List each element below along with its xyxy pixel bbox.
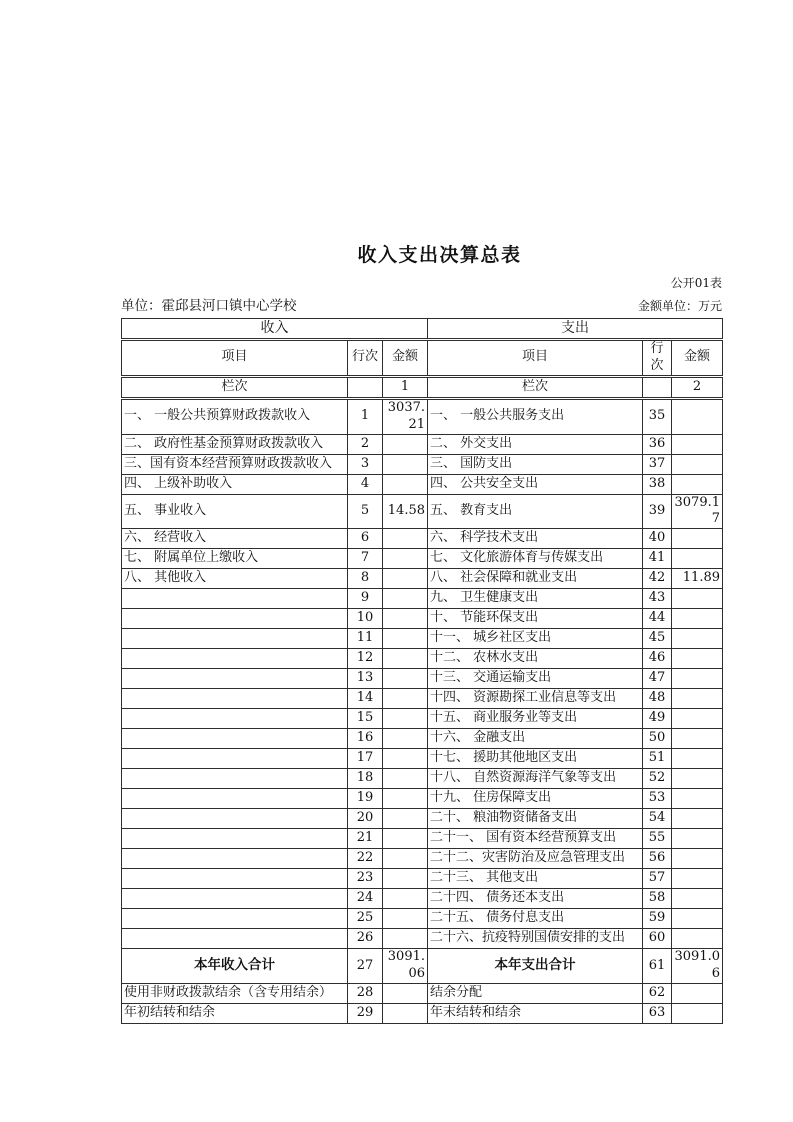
expense-amount-cell — [672, 669, 723, 689]
income-item-cell: 四、 上级补助收入 — [122, 474, 348, 494]
income-line-cell: 8 — [348, 569, 383, 589]
expense-item-cell: 十七、 援助其他地区支出 — [428, 749, 643, 769]
expense-item-col-header: 项目 — [428, 340, 643, 377]
expense-item-cell: 二十一、 国有资本经营预算支出 — [428, 829, 643, 849]
expense-line-cell: 45 — [643, 629, 672, 649]
income-line-cell: 10 — [348, 609, 383, 629]
income-line-cell: 19 — [348, 789, 383, 809]
table-row — [122, 829, 723, 849]
income-amount-cell — [383, 984, 428, 1004]
income-item-cell: 使用非财政拨款结余（含专用结余） — [122, 984, 348, 1004]
income-line-cell: 27 — [348, 949, 383, 984]
expense-item-cell: 二十、 粮油物资储备支出 — [428, 809, 643, 829]
expense-line-cell: 46 — [643, 649, 672, 669]
table-row — [122, 398, 723, 434]
expense-line-cell: 38 — [643, 474, 672, 494]
expense-item-cell: 十一、 城乡社区支出 — [428, 629, 643, 649]
expense-line-cell: 39 — [643, 494, 672, 529]
expense-item-cell: 二、 外交支出 — [428, 434, 643, 454]
meta-line — [121, 294, 722, 314]
expense-item-cell: 结余分配 — [428, 984, 643, 1004]
table-row — [122, 494, 723, 529]
income-item-cell — [122, 909, 348, 929]
income-item-cell — [122, 889, 348, 909]
table-row — [122, 729, 723, 749]
income-item-cell: 一、 一般公共预算财政拨款收入 — [122, 398, 348, 434]
expense-item-cell: 二十六、抗疫特别国债安排的支出 — [428, 929, 643, 949]
expense-lanci-line-cell — [643, 376, 672, 398]
income-line-cell: 25 — [348, 909, 383, 929]
income-line-cell: 22 — [348, 849, 383, 869]
income-item-cell — [122, 929, 348, 949]
table-row — [122, 529, 723, 549]
income-line-cell: 20 — [348, 809, 383, 829]
income-line-cell: 15 — [348, 709, 383, 729]
table-row — [122, 869, 723, 889]
unit-name-label: 单位：霍邱县河口镇中心学校 — [121, 298, 297, 314]
income-line-cell: 17 — [348, 749, 383, 769]
expense-amount-cell — [672, 529, 723, 549]
expense-amount-cell — [672, 809, 723, 829]
expense-item-cell: 二十五、 债务付息支出 — [428, 909, 643, 929]
income-item-col-header: 项目 — [122, 340, 348, 377]
income-lanci-label: 栏次 — [122, 376, 348, 398]
income-amount-cell — [383, 549, 428, 569]
expense-line-cell: 60 — [643, 929, 672, 949]
expense-item-cell: 二十二、灾害防治及应急管理支出 — [428, 849, 643, 869]
expense-line-cell: 40 — [643, 529, 672, 549]
expense-item-cell: 五、 教育支出 — [428, 494, 643, 529]
expense-amount-cell: 3079.17 — [672, 494, 723, 529]
expense-line-cell: 52 — [643, 769, 672, 789]
total-row — [122, 949, 723, 984]
income-item-cell: 二、 政府性基金预算财政拨款收入 — [122, 434, 348, 454]
expense-amount-cell — [672, 709, 723, 729]
expense-amount-cell — [672, 749, 723, 769]
column-header-row — [122, 340, 723, 377]
income-line-cell: 29 — [348, 1004, 383, 1024]
income-item-cell — [122, 769, 348, 789]
expense-line-cell: 55 — [643, 829, 672, 849]
table-row — [122, 1004, 723, 1024]
income-amount-cell — [383, 474, 428, 494]
expense-line-cell: 36 — [643, 434, 672, 454]
income-item-cell — [122, 689, 348, 709]
income-item-cell — [122, 789, 348, 809]
income-amount-cell — [383, 829, 428, 849]
table-row — [122, 929, 723, 949]
income-line-cell: 11 — [348, 629, 383, 649]
income-lanci-line-cell — [348, 376, 383, 398]
table-row — [122, 609, 723, 629]
expense-item-cell: 十、 节能环保支出 — [428, 609, 643, 629]
income-amount-cell — [383, 689, 428, 709]
income-amount-cell — [383, 849, 428, 869]
income-line-cell: 1 — [348, 398, 383, 434]
expense-line-cell: 50 — [643, 729, 672, 749]
income-item-cell — [122, 709, 348, 729]
income-amount-cell — [383, 529, 428, 549]
income-item-cell — [122, 649, 348, 669]
income-item-cell: 三、国有资本经营预算财政拨款收入 — [122, 454, 348, 474]
expense-amount-cell — [672, 849, 723, 869]
expense-item-cell: 年末结转和结余 — [428, 1004, 643, 1024]
expense-item-cell: 十五、 商业服务业等支出 — [428, 709, 643, 729]
document-content — [121, 240, 722, 1024]
income-line-cell: 5 — [348, 494, 383, 529]
income-line-cell: 16 — [348, 729, 383, 749]
income-line-cell: 9 — [348, 589, 383, 609]
expense-line-cell: 43 — [643, 589, 672, 609]
income-line-cell: 18 — [348, 769, 383, 789]
expense-line-cell: 44 — [643, 609, 672, 629]
income-item-cell — [122, 849, 348, 869]
expense-amount-col-header: 金额 — [672, 340, 723, 377]
income-amount-cell — [383, 729, 428, 749]
expense-line-cell: 62 — [643, 984, 672, 1004]
expense-item-cell: 十六、 金融支出 — [428, 729, 643, 749]
amount-unit-label: 金额单位：万元 — [637, 299, 722, 313]
expense-line-cell: 37 — [643, 454, 672, 474]
expense-line-cell: 42 — [643, 569, 672, 589]
expense-amount-cell — [672, 398, 723, 434]
expense-amount-cell — [672, 829, 723, 849]
expense-amount-cell — [672, 869, 723, 889]
table-row — [122, 769, 723, 789]
expense-line-col-header: 行次 — [643, 340, 672, 377]
expense-amount-cell — [672, 1004, 723, 1024]
table-row — [122, 549, 723, 569]
table-row — [122, 984, 723, 1004]
expense-line-cell: 58 — [643, 889, 672, 909]
income-item-cell — [122, 749, 348, 769]
expense-item-cell: 十四、 资源勘探工业信息等支出 — [428, 689, 643, 709]
income-line-cell: 4 — [348, 474, 383, 494]
income-amount-cell — [383, 589, 428, 609]
expense-amount-cell — [672, 549, 723, 569]
income-amount-cell — [383, 789, 428, 809]
expense-item-cell: 三、 国防支出 — [428, 454, 643, 474]
income-amount-cell — [383, 454, 428, 474]
income-item-cell: 八、 其他收入 — [122, 569, 348, 589]
expense-amount-cell — [672, 434, 723, 454]
income-amount-cell: 3091.06 — [383, 949, 428, 984]
expense-line-cell: 63 — [643, 1004, 672, 1024]
income-item-cell: 年初结转和结余 — [122, 1004, 348, 1024]
expense-amount-cell — [672, 789, 723, 809]
table-row — [122, 889, 723, 909]
income-line-cell: 2 — [348, 434, 383, 454]
expense-lanci-number: 2 — [672, 376, 723, 398]
expense-amount-cell — [672, 889, 723, 909]
expense-line-cell: 48 — [643, 689, 672, 709]
income-amount-cell: 3037.21 — [383, 398, 428, 434]
income-line-col-header: 行次 — [348, 340, 383, 377]
expense-amount-cell — [672, 929, 723, 949]
table-row — [122, 629, 723, 649]
income-amount-cell — [383, 434, 428, 454]
income-amount-cell — [383, 669, 428, 689]
income-amount-col-header: 金额 — [383, 340, 428, 377]
expense-line-cell: 53 — [643, 789, 672, 809]
table-row — [122, 909, 723, 929]
income-section-header: 收入 — [122, 319, 428, 340]
expense-line-cell: 47 — [643, 669, 672, 689]
expense-item-cell: 九、 卫生健康支出 — [428, 589, 643, 609]
income-amount-cell — [383, 889, 428, 909]
expense-line-cell: 59 — [643, 909, 672, 929]
expense-item-cell: 四、 公共安全支出 — [428, 474, 643, 494]
expense-line-cell: 35 — [643, 398, 672, 434]
income-amount-cell — [383, 1004, 428, 1024]
expense-item-cell: 一、 一般公共服务支出 — [428, 398, 643, 434]
expense-item-cell: 十三、 交通运输支出 — [428, 669, 643, 689]
expense-amount-cell — [672, 589, 723, 609]
expense-amount-cell — [672, 689, 723, 709]
income-amount-cell — [383, 869, 428, 889]
income-amount-cell: 14.58 — [383, 494, 428, 529]
page-title: 收入支出决算总表 — [357, 244, 522, 266]
expense-amount-cell — [672, 729, 723, 749]
expense-section-header: 支出 — [428, 319, 723, 340]
expense-line-cell: 57 — [643, 869, 672, 889]
expense-item-cell: 二十四、 债务还本支出 — [428, 889, 643, 909]
table-row — [122, 649, 723, 669]
table-row — [122, 749, 723, 769]
expense-item-cell: 十二、 农林水支出 — [428, 649, 643, 669]
expense-amount-cell — [672, 909, 723, 929]
income-item-cell — [122, 669, 348, 689]
expense-item-cell: 六、 科学技术支出 — [428, 529, 643, 549]
income-line-cell: 12 — [348, 649, 383, 669]
expense-amount-cell — [672, 454, 723, 474]
table-row — [122, 454, 723, 474]
expense-line-cell: 54 — [643, 809, 672, 829]
income-amount-cell — [383, 609, 428, 629]
column-number-row — [122, 376, 723, 398]
table-row — [122, 569, 723, 589]
income-lanci-number: 1 — [383, 376, 428, 398]
expense-amount-cell — [672, 629, 723, 649]
income-line-cell: 7 — [348, 549, 383, 569]
income-line-cell: 28 — [348, 984, 383, 1004]
income-item-cell — [122, 589, 348, 609]
expense-lanci-label: 栏次 — [428, 376, 643, 398]
income-item-cell — [122, 729, 348, 749]
expense-amount-cell — [672, 649, 723, 669]
table-row — [122, 474, 723, 494]
income-item-cell — [122, 609, 348, 629]
expense-item-cell: 十八、 自然资源海洋气象等支出 — [428, 769, 643, 789]
income-line-cell: 23 — [348, 869, 383, 889]
income-item-cell: 五、 事业收入 — [122, 494, 348, 529]
expense-line-cell: 61 — [643, 949, 672, 984]
expense-line-cell: 49 — [643, 709, 672, 729]
expense-item-cell: 二十三、 其他支出 — [428, 869, 643, 889]
income-line-cell: 21 — [348, 829, 383, 849]
income-line-cell: 3 — [348, 454, 383, 474]
income-item-cell — [122, 809, 348, 829]
expense-line-cell: 51 — [643, 749, 672, 769]
income-amount-cell — [383, 769, 428, 789]
income-item-cell — [122, 829, 348, 849]
expense-amount-cell — [672, 609, 723, 629]
income-amount-cell — [383, 929, 428, 949]
income-amount-cell — [383, 629, 428, 649]
table-body — [122, 398, 723, 1023]
expense-item-cell: 十九、 住房保障支出 — [428, 789, 643, 809]
income-item-cell — [122, 869, 348, 889]
table-row — [122, 434, 723, 454]
table-row — [122, 789, 723, 809]
income-line-cell: 14 — [348, 689, 383, 709]
expense-item-cell: 八、 社会保障和就业支出 — [428, 569, 643, 589]
table-row — [122, 709, 723, 729]
income-line-cell: 24 — [348, 889, 383, 909]
expense-amount-cell — [672, 474, 723, 494]
income-amount-cell — [383, 649, 428, 669]
expense-amount-cell: 3091.06 — [672, 949, 723, 984]
final-accounts-table — [121, 318, 723, 1024]
expense-item-cell: 本年支出合计 — [428, 949, 643, 984]
income-amount-cell — [383, 709, 428, 729]
income-line-cell: 26 — [348, 929, 383, 949]
income-amount-cell — [383, 909, 428, 929]
table-row — [122, 689, 723, 709]
income-item-cell: 七、 附属单位上缴收入 — [122, 549, 348, 569]
expense-amount-cell: 11.89 — [672, 569, 723, 589]
income-item-cell — [122, 629, 348, 649]
income-item-cell: 六、 经营收入 — [122, 529, 348, 549]
expense-line-cell: 56 — [643, 849, 672, 869]
table-row — [122, 849, 723, 869]
income-line-cell: 6 — [348, 529, 383, 549]
expense-amount-cell — [672, 984, 723, 1004]
income-line-cell: 13 — [348, 669, 383, 689]
income-amount-cell — [383, 809, 428, 829]
section-header-row — [122, 319, 723, 340]
expense-line-cell: 41 — [643, 549, 672, 569]
income-amount-cell — [383, 749, 428, 769]
income-item-cell: 本年收入合计 — [122, 949, 348, 984]
table-code-label: 公开01表 — [670, 276, 722, 290]
table-row — [122, 589, 723, 609]
expense-amount-cell — [672, 769, 723, 789]
table-row — [122, 809, 723, 829]
expense-item-cell: 七、 文化旅游体育与传媒支出 — [428, 549, 643, 569]
table-row — [122, 669, 723, 689]
income-amount-cell — [383, 569, 428, 589]
